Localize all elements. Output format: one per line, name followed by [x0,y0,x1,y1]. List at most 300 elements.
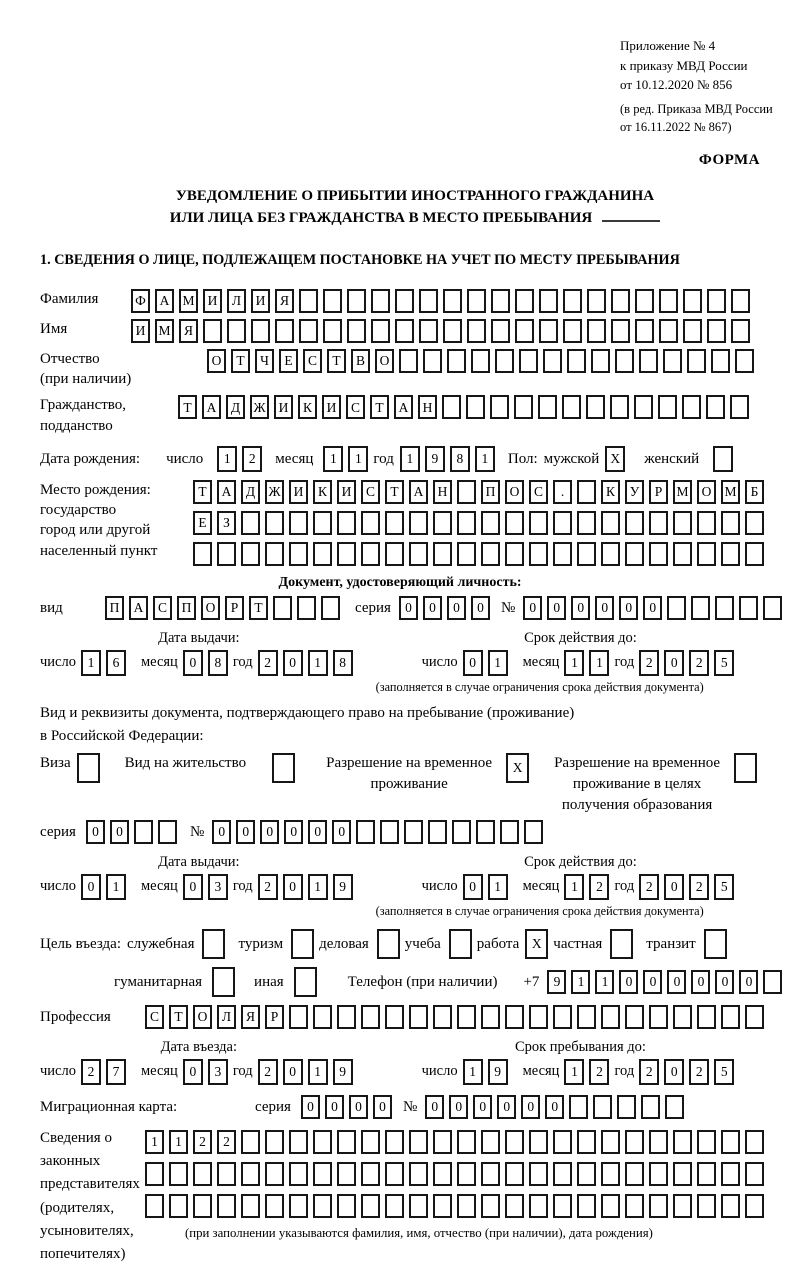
char-cell[interactable]: А [155,289,174,313]
char-cell[interactable]: 1 [348,446,368,472]
char-cell[interactable]: Ф [131,289,150,313]
char-cell[interactable] [409,542,428,566]
char-cell[interactable] [673,1162,692,1186]
char-cell[interactable] [591,349,610,373]
char-cell[interactable] [347,289,366,313]
char-cell[interactable]: 1 [323,446,343,472]
char-cell[interactable] [337,511,356,535]
char-cell[interactable] [697,511,716,535]
char-cell[interactable] [682,395,701,419]
char-cell[interactable] [313,542,332,566]
char-cell[interactable] [567,349,586,373]
char-cell[interactable] [433,1194,452,1218]
char-cell[interactable] [529,1005,548,1029]
char-cell[interactable] [409,1162,428,1186]
char-cell[interactable] [313,1130,332,1154]
char-cell[interactable] [745,1162,764,1186]
char-cell[interactable]: О [193,1005,212,1029]
char-cell[interactable]: 1 [564,650,584,676]
char-cell[interactable]: 1 [217,446,237,472]
char-cell[interactable]: 1 [463,1059,483,1085]
char-cell[interactable] [601,1194,620,1218]
char-cell[interactable]: Т [231,349,250,373]
char-cell[interactable] [289,1005,308,1029]
char-cell[interactable] [273,596,292,620]
char-cell[interactable]: 0 [664,874,684,900]
checkbox-cell[interactable] [377,929,400,959]
char-cell[interactable] [313,1194,332,1218]
char-cell[interactable] [265,1162,284,1186]
char-cell[interactable]: Л [217,1005,236,1029]
char-cell[interactable] [433,1162,452,1186]
char-cell[interactable]: 0 [497,1095,516,1119]
char-cell[interactable]: Я [179,319,198,343]
char-cell[interactable]: 0 [284,820,303,844]
char-cell[interactable]: 2 [589,1059,609,1085]
char-cell[interactable] [361,1194,380,1218]
char-cell[interactable] [721,542,740,566]
char-cell[interactable] [634,395,653,419]
char-cell[interactable] [145,1162,164,1186]
char-cell[interactable] [371,289,390,313]
char-cell[interactable]: 0 [81,874,101,900]
char-cell[interactable]: Л [227,289,246,313]
char-cell[interactable] [543,349,562,373]
char-cell[interactable] [500,820,519,844]
char-cell[interactable] [529,542,548,566]
char-cell[interactable] [337,1005,356,1029]
char-cell[interactable]: П [105,596,124,620]
char-cell[interactable] [385,1005,404,1029]
checkbox-cell[interactable] [610,929,633,959]
char-cell[interactable] [289,1130,308,1154]
char-cell[interactable] [562,395,581,419]
char-cell[interactable]: Д [241,480,260,504]
char-cell[interactable]: 2 [689,874,709,900]
char-cell[interactable] [587,289,606,313]
char-cell[interactable] [241,1130,260,1154]
char-cell[interactable] [481,1162,500,1186]
char-cell[interactable]: Я [241,1005,260,1029]
char-cell[interactable] [611,319,630,343]
char-cell[interactable] [731,319,750,343]
char-cell[interactable] [615,349,634,373]
char-cell[interactable]: 0 [283,874,303,900]
char-cell[interactable] [289,1162,308,1186]
char-cell[interactable] [241,1162,260,1186]
char-cell[interactable]: М [155,319,174,343]
char-cell[interactable] [577,1130,596,1154]
char-cell[interactable] [217,1194,236,1218]
char-cell[interactable] [419,289,438,313]
char-cell[interactable]: Р [225,596,244,620]
char-cell[interactable] [409,1130,428,1154]
char-cell[interactable] [297,596,316,620]
char-cell[interactable]: О [375,349,394,373]
char-cell[interactable] [433,542,452,566]
char-cell[interactable]: . [553,480,572,504]
char-cell[interactable] [275,319,294,343]
char-cell[interactable]: 0 [691,970,710,994]
char-cell[interactable] [457,1162,476,1186]
char-cell[interactable]: 1 [106,874,126,900]
char-cell[interactable] [715,596,734,620]
char-cell[interactable] [505,1162,524,1186]
char-cell[interactable] [409,511,428,535]
char-cell[interactable]: З [217,511,236,535]
char-cell[interactable] [635,319,654,343]
char-cell[interactable]: 5 [714,1059,734,1085]
char-cell[interactable]: 0 [308,820,327,844]
char-cell[interactable]: Т [249,596,268,620]
char-cell[interactable] [625,1194,644,1218]
char-cell[interactable]: 0 [643,970,662,994]
char-cell[interactable]: С [529,480,548,504]
char-cell[interactable] [443,289,462,313]
char-cell[interactable] [193,1194,212,1218]
char-cell[interactable]: И [289,480,308,504]
char-cell[interactable] [601,1005,620,1029]
char-cell[interactable] [617,1095,636,1119]
char-cell[interactable] [683,319,702,343]
char-cell[interactable] [289,511,308,535]
char-cell[interactable]: И [337,480,356,504]
char-cell[interactable] [673,542,692,566]
char-cell[interactable]: Ж [265,480,284,504]
char-cell[interactable]: X [605,446,625,472]
char-cell[interactable]: 3 [208,1059,228,1085]
char-cell[interactable]: Р [649,480,668,504]
checkbox-cell[interactable] [212,967,235,997]
char-cell[interactable] [404,820,423,844]
char-cell[interactable] [667,596,686,620]
char-cell[interactable] [265,542,284,566]
char-cell[interactable] [158,820,177,844]
char-cell[interactable]: 6 [106,650,126,676]
char-cell[interactable] [730,395,749,419]
char-cell[interactable]: 0 [715,970,734,994]
char-cell[interactable]: Т [385,480,404,504]
char-cell[interactable] [711,349,730,373]
char-cell[interactable]: И [251,289,270,313]
char-cell[interactable] [471,349,490,373]
char-cell[interactable] [385,1162,404,1186]
char-cell[interactable] [505,511,524,535]
char-cell[interactable] [337,1162,356,1186]
char-cell[interactable]: Д [226,395,245,419]
char-cell[interactable] [515,289,534,313]
char-cell[interactable] [625,1162,644,1186]
char-cell[interactable] [241,511,260,535]
char-cell[interactable] [423,349,442,373]
char-cell[interactable]: 1 [400,446,420,472]
char-cell[interactable] [739,596,758,620]
char-cell[interactable]: 0 [373,1095,392,1119]
char-cell[interactable] [395,289,414,313]
char-cell[interactable]: О [201,596,220,620]
char-cell[interactable] [481,511,500,535]
char-cell[interactable]: Е [279,349,298,373]
char-cell[interactable]: С [145,1005,164,1029]
char-cell[interactable] [563,289,582,313]
char-cell[interactable]: 2 [689,1059,709,1085]
char-cell[interactable] [442,395,461,419]
char-cell[interactable] [745,1194,764,1218]
char-cell[interactable]: 0 [667,970,686,994]
char-cell[interactable]: Т [327,349,346,373]
char-cell[interactable] [601,1162,620,1186]
char-cell[interactable] [347,319,366,343]
char-cell[interactable] [321,596,340,620]
char-cell[interactable] [745,542,764,566]
char-cell[interactable] [466,395,485,419]
char-cell[interactable]: 0 [283,1059,303,1085]
checkbox-cell[interactable] [77,753,100,783]
char-cell[interactable] [673,511,692,535]
char-cell[interactable]: 0 [595,596,614,620]
char-cell[interactable]: Ж [250,395,269,419]
char-cell[interactable] [193,1162,212,1186]
checkbox-cell[interactable] [272,753,295,783]
char-cell[interactable]: 1 [589,650,609,676]
char-cell[interactable] [490,395,509,419]
char-cell[interactable]: М [721,480,740,504]
char-cell[interactable]: 0 [471,596,490,620]
char-cell[interactable] [649,511,668,535]
char-cell[interactable] [721,1005,740,1029]
char-cell[interactable]: 0 [399,596,418,620]
char-cell[interactable]: 0 [463,874,483,900]
char-cell[interactable] [569,1095,588,1119]
char-cell[interactable]: 0 [664,1059,684,1085]
char-cell[interactable]: 0 [301,1095,320,1119]
char-cell[interactable] [361,1162,380,1186]
char-cell[interactable]: 7 [106,1059,126,1085]
char-cell[interactable] [419,319,438,343]
char-cell[interactable]: Н [418,395,437,419]
char-cell[interactable] [586,395,605,419]
char-cell[interactable]: 0 [183,650,203,676]
char-cell[interactable] [577,511,596,535]
char-cell[interactable] [447,349,466,373]
char-cell[interactable]: Ч [255,349,274,373]
char-cell[interactable]: 1 [564,1059,584,1085]
char-cell[interactable]: 0 [521,1095,540,1119]
char-cell[interactable]: А [217,480,236,504]
char-cell[interactable] [134,820,153,844]
char-cell[interactable]: 0 [571,596,590,620]
char-cell[interactable] [433,1130,452,1154]
char-cell[interactable]: К [601,480,620,504]
char-cell[interactable]: 1 [488,874,508,900]
char-cell[interactable]: П [481,480,500,504]
char-cell[interactable]: У [625,480,644,504]
char-cell[interactable] [553,1162,572,1186]
char-cell[interactable]: 9 [333,874,353,900]
char-cell[interactable] [683,289,702,313]
char-cell[interactable]: Н [433,480,452,504]
char-cell[interactable] [625,1130,644,1154]
char-cell[interactable] [361,542,380,566]
char-cell[interactable]: 1 [571,970,590,994]
char-cell[interactable] [553,511,572,535]
char-cell[interactable]: 0 [619,970,638,994]
char-cell[interactable] [673,1130,692,1154]
char-cell[interactable] [673,1005,692,1029]
char-cell[interactable] [505,1194,524,1218]
char-cell[interactable] [452,820,471,844]
char-cell[interactable]: 2 [193,1130,212,1154]
char-cell[interactable] [409,1194,428,1218]
char-cell[interactable] [745,1130,764,1154]
char-cell[interactable]: 1 [595,970,614,994]
char-cell[interactable] [313,1005,332,1029]
char-cell[interactable] [763,970,782,994]
char-cell[interactable] [649,1130,668,1154]
char-cell[interactable]: И [322,395,341,419]
char-cell[interactable]: Б [745,480,764,504]
char-cell[interactable] [673,1194,692,1218]
char-cell[interactable] [457,1005,476,1029]
char-cell[interactable] [665,1095,684,1119]
char-cell[interactable]: С [346,395,365,419]
char-cell[interactable] [356,820,375,844]
char-cell[interactable] [289,542,308,566]
char-cell[interactable]: 2 [258,650,278,676]
char-cell[interactable] [476,820,495,844]
char-cell[interactable] [635,289,654,313]
char-cell[interactable] [361,511,380,535]
char-cell[interactable] [529,1194,548,1218]
char-cell[interactable]: 1 [308,1059,328,1085]
char-cell[interactable]: И [203,289,222,313]
char-cell[interactable] [433,1005,452,1029]
char-cell[interactable]: 0 [110,820,129,844]
char-cell[interactable] [524,820,543,844]
char-cell[interactable] [457,542,476,566]
char-cell[interactable] [577,1162,596,1186]
char-cell[interactable]: 0 [547,596,566,620]
char-cell[interactable]: Р [265,1005,284,1029]
char-cell[interactable] [217,542,236,566]
char-cell[interactable] [443,319,462,343]
char-cell[interactable] [361,1130,380,1154]
char-cell[interactable] [707,319,726,343]
char-cell[interactable] [145,1194,164,1218]
char-cell[interactable]: Т [178,395,197,419]
char-cell[interactable] [663,349,682,373]
char-cell[interactable]: 0 [425,1095,444,1119]
char-cell[interactable] [706,395,725,419]
checkbox-cell[interactable] [202,929,225,959]
char-cell[interactable] [687,349,706,373]
char-cell[interactable] [385,542,404,566]
char-cell[interactable] [313,511,332,535]
checkbox-cell[interactable] [294,967,317,997]
char-cell[interactable]: 1 [564,874,584,900]
char-cell[interactable]: 8 [333,650,353,676]
char-cell[interactable]: 2 [217,1130,236,1154]
char-cell[interactable]: 0 [739,970,758,994]
char-cell[interactable] [707,289,726,313]
char-cell[interactable] [601,1130,620,1154]
char-cell[interactable] [380,820,399,844]
char-cell[interactable]: 9 [488,1059,508,1085]
char-cell[interactable]: К [298,395,317,419]
char-cell[interactable] [721,1194,740,1218]
char-cell[interactable] [553,1194,572,1218]
char-cell[interactable] [553,1130,572,1154]
char-cell[interactable]: Т [169,1005,188,1029]
char-cell[interactable] [610,395,629,419]
char-cell[interactable]: 0 [260,820,279,844]
char-cell[interactable]: 9 [425,446,445,472]
char-cell[interactable] [457,1130,476,1154]
char-cell[interactable]: 3 [208,874,228,900]
char-cell[interactable]: 0 [473,1095,492,1119]
char-cell[interactable] [697,1130,716,1154]
char-cell[interactable]: 0 [619,596,638,620]
char-cell[interactable] [697,542,716,566]
char-cell[interactable]: О [207,349,226,373]
char-cell[interactable] [299,289,318,313]
char-cell[interactable] [553,542,572,566]
char-cell[interactable]: И [131,319,150,343]
char-cell[interactable]: М [179,289,198,313]
char-cell[interactable] [593,1095,612,1119]
char-cell[interactable] [337,1194,356,1218]
char-cell[interactable] [649,542,668,566]
char-cell[interactable]: К [313,480,332,504]
char-cell[interactable] [731,289,750,313]
char-cell[interactable] [515,319,534,343]
char-cell[interactable] [241,1194,260,1218]
char-cell[interactable] [323,289,342,313]
char-cell[interactable] [529,511,548,535]
char-cell[interactable] [721,511,740,535]
char-cell[interactable]: 8 [450,446,470,472]
char-cell[interactable] [745,1005,764,1029]
char-cell[interactable]: 2 [639,874,659,900]
char-cell[interactable] [577,480,596,504]
char-cell[interactable] [697,1005,716,1029]
char-cell[interactable] [538,395,557,419]
char-cell[interactable] [514,395,533,419]
char-cell[interactable]: А [409,480,428,504]
char-cell[interactable] [745,511,764,535]
char-cell[interactable] [203,319,222,343]
char-cell[interactable] [299,319,318,343]
checkbox-cell[interactable] [449,929,472,959]
char-cell[interactable] [577,1005,596,1029]
checkbox-cell[interactable] [291,929,314,959]
char-cell[interactable]: 2 [242,446,262,472]
char-cell[interactable] [639,349,658,373]
char-cell[interactable]: 0 [349,1095,368,1119]
char-cell[interactable] [265,1194,284,1218]
checkbox-cell[interactable] [734,753,757,783]
char-cell[interactable] [641,1095,660,1119]
char-cell[interactable] [337,1130,356,1154]
char-cell[interactable]: С [361,480,380,504]
char-cell[interactable] [721,1130,740,1154]
char-cell[interactable] [217,1162,236,1186]
checkbox-cell[interactable] [704,929,727,959]
char-cell[interactable] [539,289,558,313]
char-cell[interactable] [481,542,500,566]
char-cell[interactable] [519,349,538,373]
char-cell[interactable] [601,542,620,566]
